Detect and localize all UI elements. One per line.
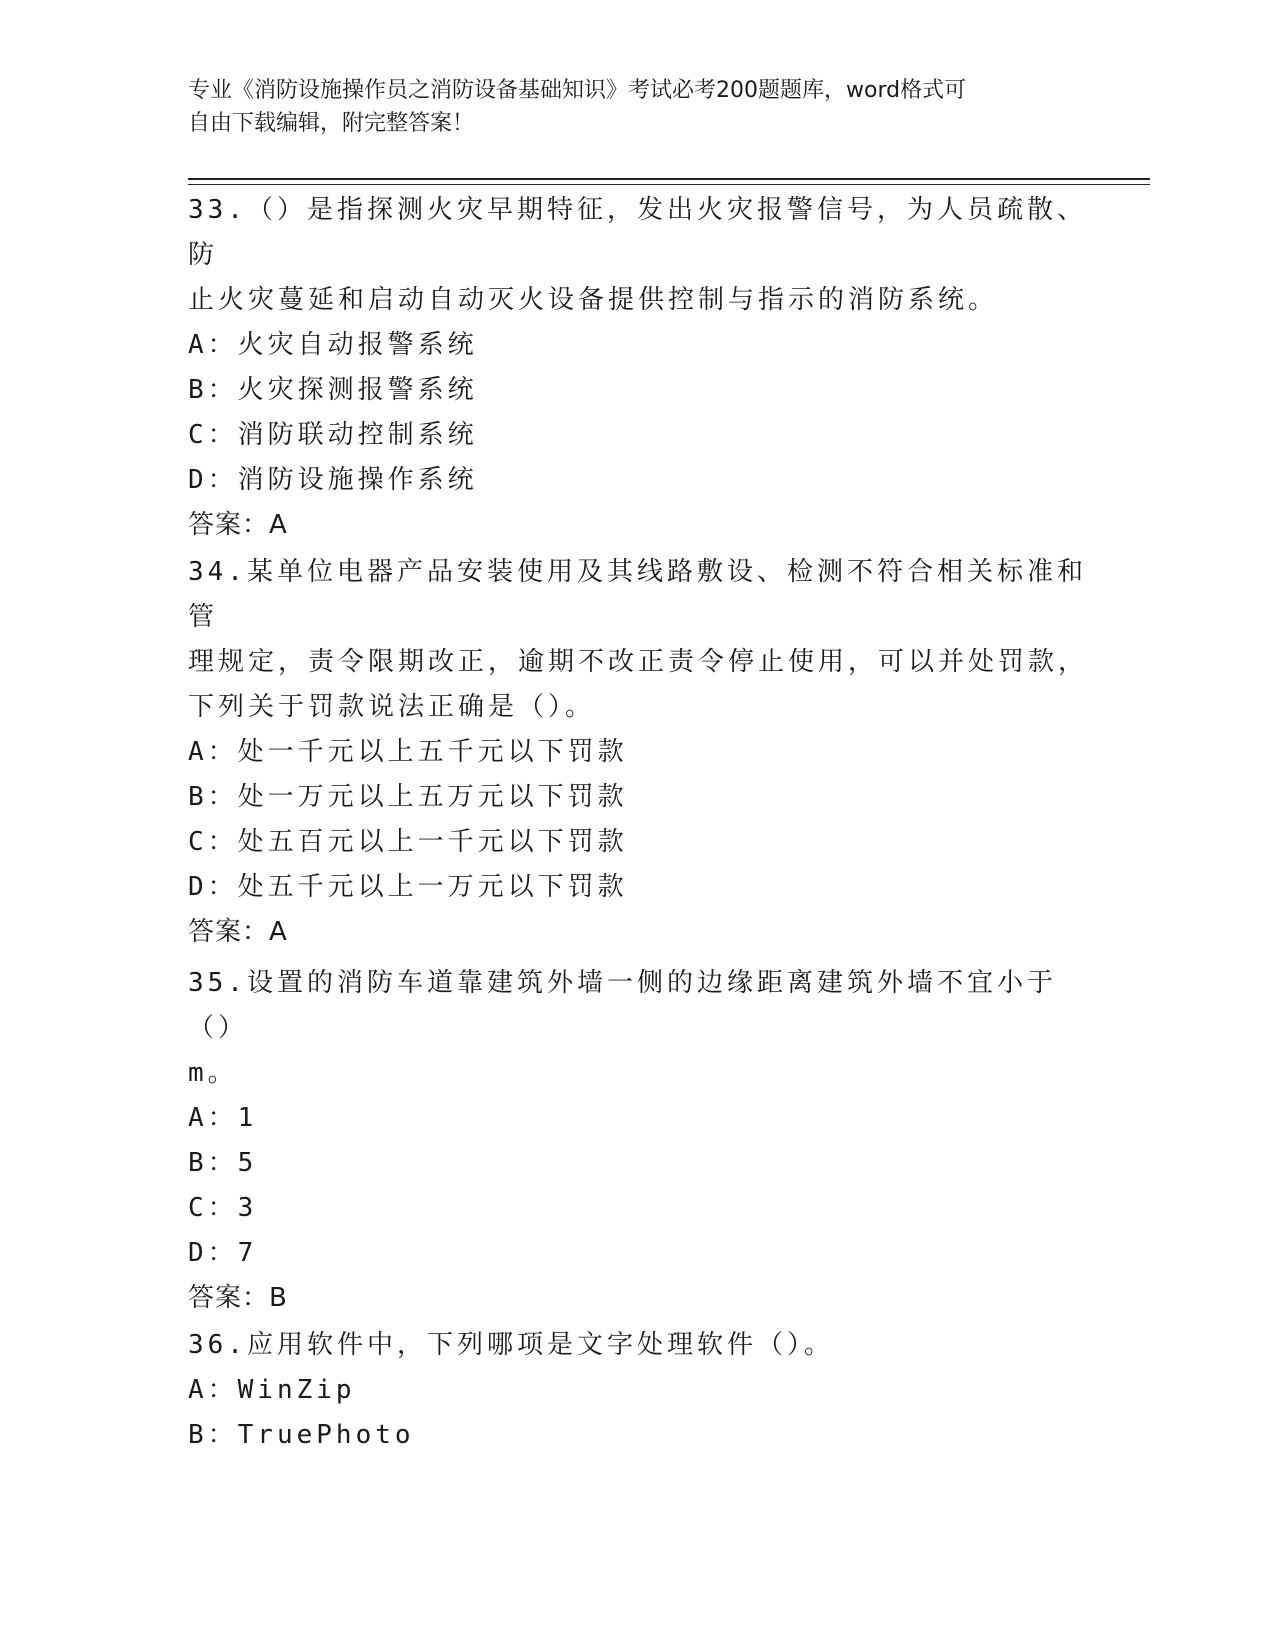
option-d: D：消防设施操作系统 bbox=[188, 465, 478, 495]
option-d: D：处五千元以上一万元以下罚款 bbox=[188, 872, 628, 902]
header-intro-line-1: 专业《消防设施操作员之消防设备基础知识》考试必考200题题库，word格式可 bbox=[188, 78, 967, 103]
header-divider-thin bbox=[188, 184, 1150, 185]
question-stem-line: 理规定，责令限期改正，逾期不改正责令停止使用，可以并处罚款， bbox=[188, 647, 1089, 677]
question-stem-line: 34.某单位电器产品安装使用及其线路敷设、检测不符合相关标准和管 bbox=[188, 557, 1087, 632]
option-d: D：7 bbox=[188, 1238, 258, 1268]
option-a: A：处一千元以上五千元以下罚款 bbox=[188, 737, 628, 767]
option-c: C：消防联动控制系统 bbox=[188, 420, 478, 450]
answer-line: 答案：A bbox=[188, 917, 288, 947]
option-a: A：1 bbox=[188, 1103, 258, 1133]
question-stem-line: 33.（）是指探测火灾早期特征，发出火灾报警信号，为人员疏散、防 bbox=[188, 195, 1087, 270]
option-a: A：WinZip bbox=[188, 1375, 356, 1405]
question-35 bbox=[188, 961, 1088, 1321]
document-header bbox=[188, 74, 1068, 140]
question-stem-line: 下列关于罚款说法正确是（）。 bbox=[188, 692, 596, 722]
question-stem-line: m。 bbox=[188, 1058, 238, 1088]
question-stem-line: 36.应用软件中，下列哪项是文字处理软件（）。 bbox=[188, 1330, 834, 1360]
option-c: C：3 bbox=[188, 1193, 258, 1223]
question-36 bbox=[188, 1323, 1088, 1458]
option-b: B：TruePhoto bbox=[188, 1420, 415, 1450]
option-c: C：处五百元以上一千元以下罚款 bbox=[188, 827, 628, 857]
option-b: B：火灾探测报警系统 bbox=[188, 375, 478, 405]
header-divider-thick bbox=[188, 178, 1150, 180]
option-b: B：处一万元以上五万元以下罚款 bbox=[188, 782, 628, 812]
question-34 bbox=[188, 550, 1088, 955]
option-a: A：火灾自动报警系统 bbox=[188, 330, 478, 360]
question-stem-line: 35.设置的消防车道靠建筑外墙一侧的边缘距离建筑外墙不宜小于（） bbox=[188, 968, 1057, 1043]
answer-line: 答案：A bbox=[188, 510, 288, 540]
question-33 bbox=[188, 188, 1088, 548]
header-intro-line-2: 自由下载编辑，附完整答案！ bbox=[188, 111, 475, 136]
option-b: B：5 bbox=[188, 1148, 258, 1178]
question-stem-line: 止火灾蔓延和启动自动灭火设备提供控制与指示的消防系统。 bbox=[188, 285, 999, 315]
answer-line: 答案：B bbox=[188, 1283, 288, 1313]
